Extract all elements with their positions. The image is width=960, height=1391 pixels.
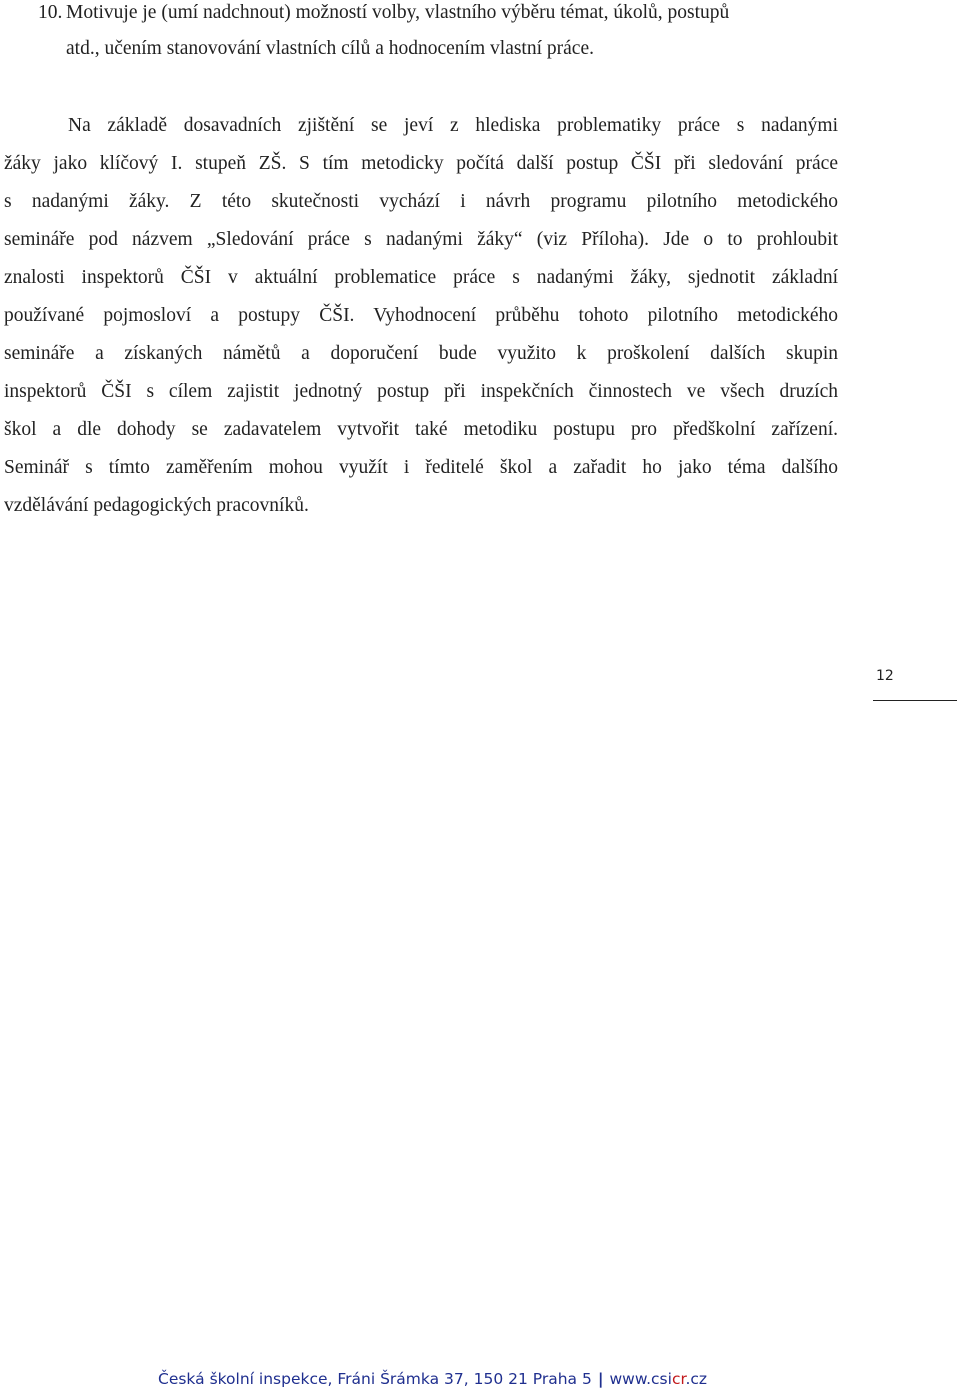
list-item-line-1: Motivuje je (umí nadchnout) možností volby, vlastního výběru témat, úkolů, postupů [66,2,730,23]
paragraph-line: žáky jako klíčový I. stupeň ZŠ. S tím metodicky počítá další postup ČŠI při sledování práce [4,153,838,174]
footer-address: Česká školní inspekce, Fráni Šrámka 37, 150 21 Praha 5 [158,1370,592,1388]
paragraph-line: Seminář s tímto zaměřením mohou využít i ředitelé škol a zařadit ho jako téma dalšího [4,457,838,478]
paragraph-line: používané pojmosloví a postupy ČŠI. Vyhodnocení průběhu tohoto pilotního metodického [4,305,838,326]
paragraph-line: semináře pod názvem „Sledování práce s nadanými žáky“ (viz Příloha). Jde o to prohloubit [4,229,838,250]
footer-web-prefix: www.csi [609,1370,672,1388]
paragraph-line: škol a dle dohody se zadavatelem vytvořit také metodiku postupu pro předškolní zařízení. [4,419,838,440]
footer-website-link[interactable] [610,1370,708,1388]
page-number: 12 [876,668,894,684]
footer-web-suffix: .cz [685,1370,708,1388]
paragraph-line: vzdělávání pedagogických pracovníků. [4,495,309,516]
list-item-line-2: atd., učením stanovování vlastních cílů a hodnocením vlastní práce. [66,38,594,59]
paragraph-line: Na základě dosavadních zjištění se jeví z hlediska problematiky práce s nadanými [68,115,838,136]
footer-web-highlight: cr [671,1370,686,1388]
page-number-divider [873,700,957,701]
footer [158,1370,707,1388]
list-item-number: 10. [38,2,63,23]
paragraph-line: znalosti inspektorů ČŠI v aktuální problematice práce s nadanými žáky, sjednotit základní [4,267,838,288]
paragraph-line: s nadanými žáky. Z této skutečnosti vychází i návrh programu pilotního metodického [4,191,838,212]
paragraph-line: semináře a získaných námětů a doporučení bude využito k proškolení dalších skupin [4,343,838,364]
footer-separator: | [597,1370,604,1388]
paragraph-line: inspektorů ČŠI s cílem zajistit jednotný postup při inspekčních činnostech ve všech druzích [4,381,838,402]
